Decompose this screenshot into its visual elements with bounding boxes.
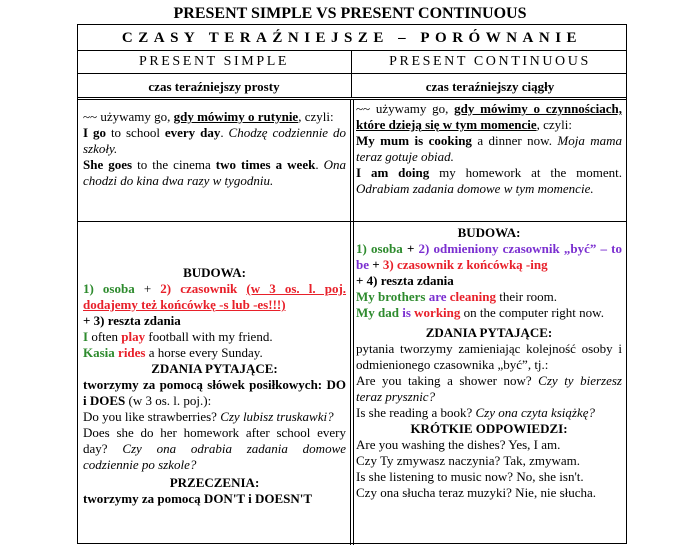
- comparison-table: [77, 24, 627, 544]
- page-title: PRESENT SIMPLE VS PRESENT CONTINUOUS: [173, 5, 527, 22]
- present-simple-structure: BUDOWA: 1) osoba + 2) czasownik (w 3 os. l. poj. dodajemy też końcówkę -s lub -es!!!) + 3) reszta zdania I often play football with my friend. Kasia rides a horse every Sunday. ZDANIA PYTAJĄCE: tworzymy za pomocą słówek posiłkowych: DO i DOES (w 3 os. l. poj.): Do you like strawberries? Czy lubisz truskawki? Does she do her homework after school every day? Czy ona odrabia zadania domowe codziennie po szkole? PRZECZENIA: tworzymy za pomocą DON'T i DOESN'T: [83, 265, 347, 506]
- table-main-header: CZASY TERAŹNIEJSZE – PORÓWNANIE: [121, 30, 583, 46]
- present-simple-usage: ~~ używamy go, gdy mówimy o rutynie, czyli: I go to school every day. Chodzę codziennie do szkoły. She goes to the cinema two times a week. Ona chodzi do kina dwa razy w tygodniu.: [83, 109, 347, 188]
- column-divider: [351, 50, 352, 98]
- section-heading: PRZECZENIA:: [169, 475, 260, 490]
- column-divider: [350, 100, 354, 545]
- present-simple-subheader: czas teraźniejszy prosty: [148, 79, 280, 94]
- divider: [78, 73, 626, 74]
- section-heading: ZDANIA PYTAJĄCE:: [425, 325, 553, 340]
- section-heading: BUDOWA:: [183, 265, 246, 280]
- section-heading: BUDOWA:: [457, 225, 521, 240]
- section-heading: KRÓTKIE ODPOWIEDZI:: [410, 421, 568, 436]
- usage-key-phrase: gdy mówimy o czynnościach, które dzieją się w tym momencie: [356, 101, 623, 132]
- divider: [78, 50, 626, 51]
- section-heading: ZDANIA PYTAJĄCE:: [151, 361, 278, 376]
- present-continuous-subheader: czas teraźniejszy ciągły: [425, 79, 555, 94]
- present-continuous-usage: ~~ używamy go, gdy mówimy o czynnościach, które dzieją się w tym momencie, czyli: My mum is cooking a dinner now. Moja mama teraz gotuje obiad. I am doing my homework at the moment. Odrabiam zadania domowe w tym momencie.: [356, 101, 623, 196]
- divider: [78, 221, 626, 222]
- usage-key-phrase: gdy mówimy o rutynie: [173, 109, 299, 124]
- present-simple-header: PRESENT SIMPLE: [138, 54, 290, 69]
- present-continuous-structure: BUDOWA: 1) osoba + 2) odmieniony czasownik „być” – to be + 3) czasownik z końcówką -ing + 4) reszta zdania My brothers are cleaning their room. My dad is working on the computer right now. ZDANIA PYTAJĄCE: pytania tworzymy zamieniając kolejność osoby i odmienionego czasownika „być”, tj.: Are you taking a shower now? Czy ty bierzesz teraz prysznic? Is she reading a book? Czy ona czyta książkę? KRÓTKIE ODPOWIEDZI: Are you washing the dishes? Yes, I am. Czy Ty zmywasz naczynia? Tak, zmywam. Is she listening to music now? No, she isn't. Czy ona słucha teraz muzyki? Nie, nie słucha.: [356, 225, 623, 500]
- present-continuous-header: PRESENT CONTINUOUS: [389, 54, 591, 69]
- third-person-note: (w 3 os. l. poj. dodajemy też końcówkę -s lub -es!!!): [83, 281, 347, 312]
